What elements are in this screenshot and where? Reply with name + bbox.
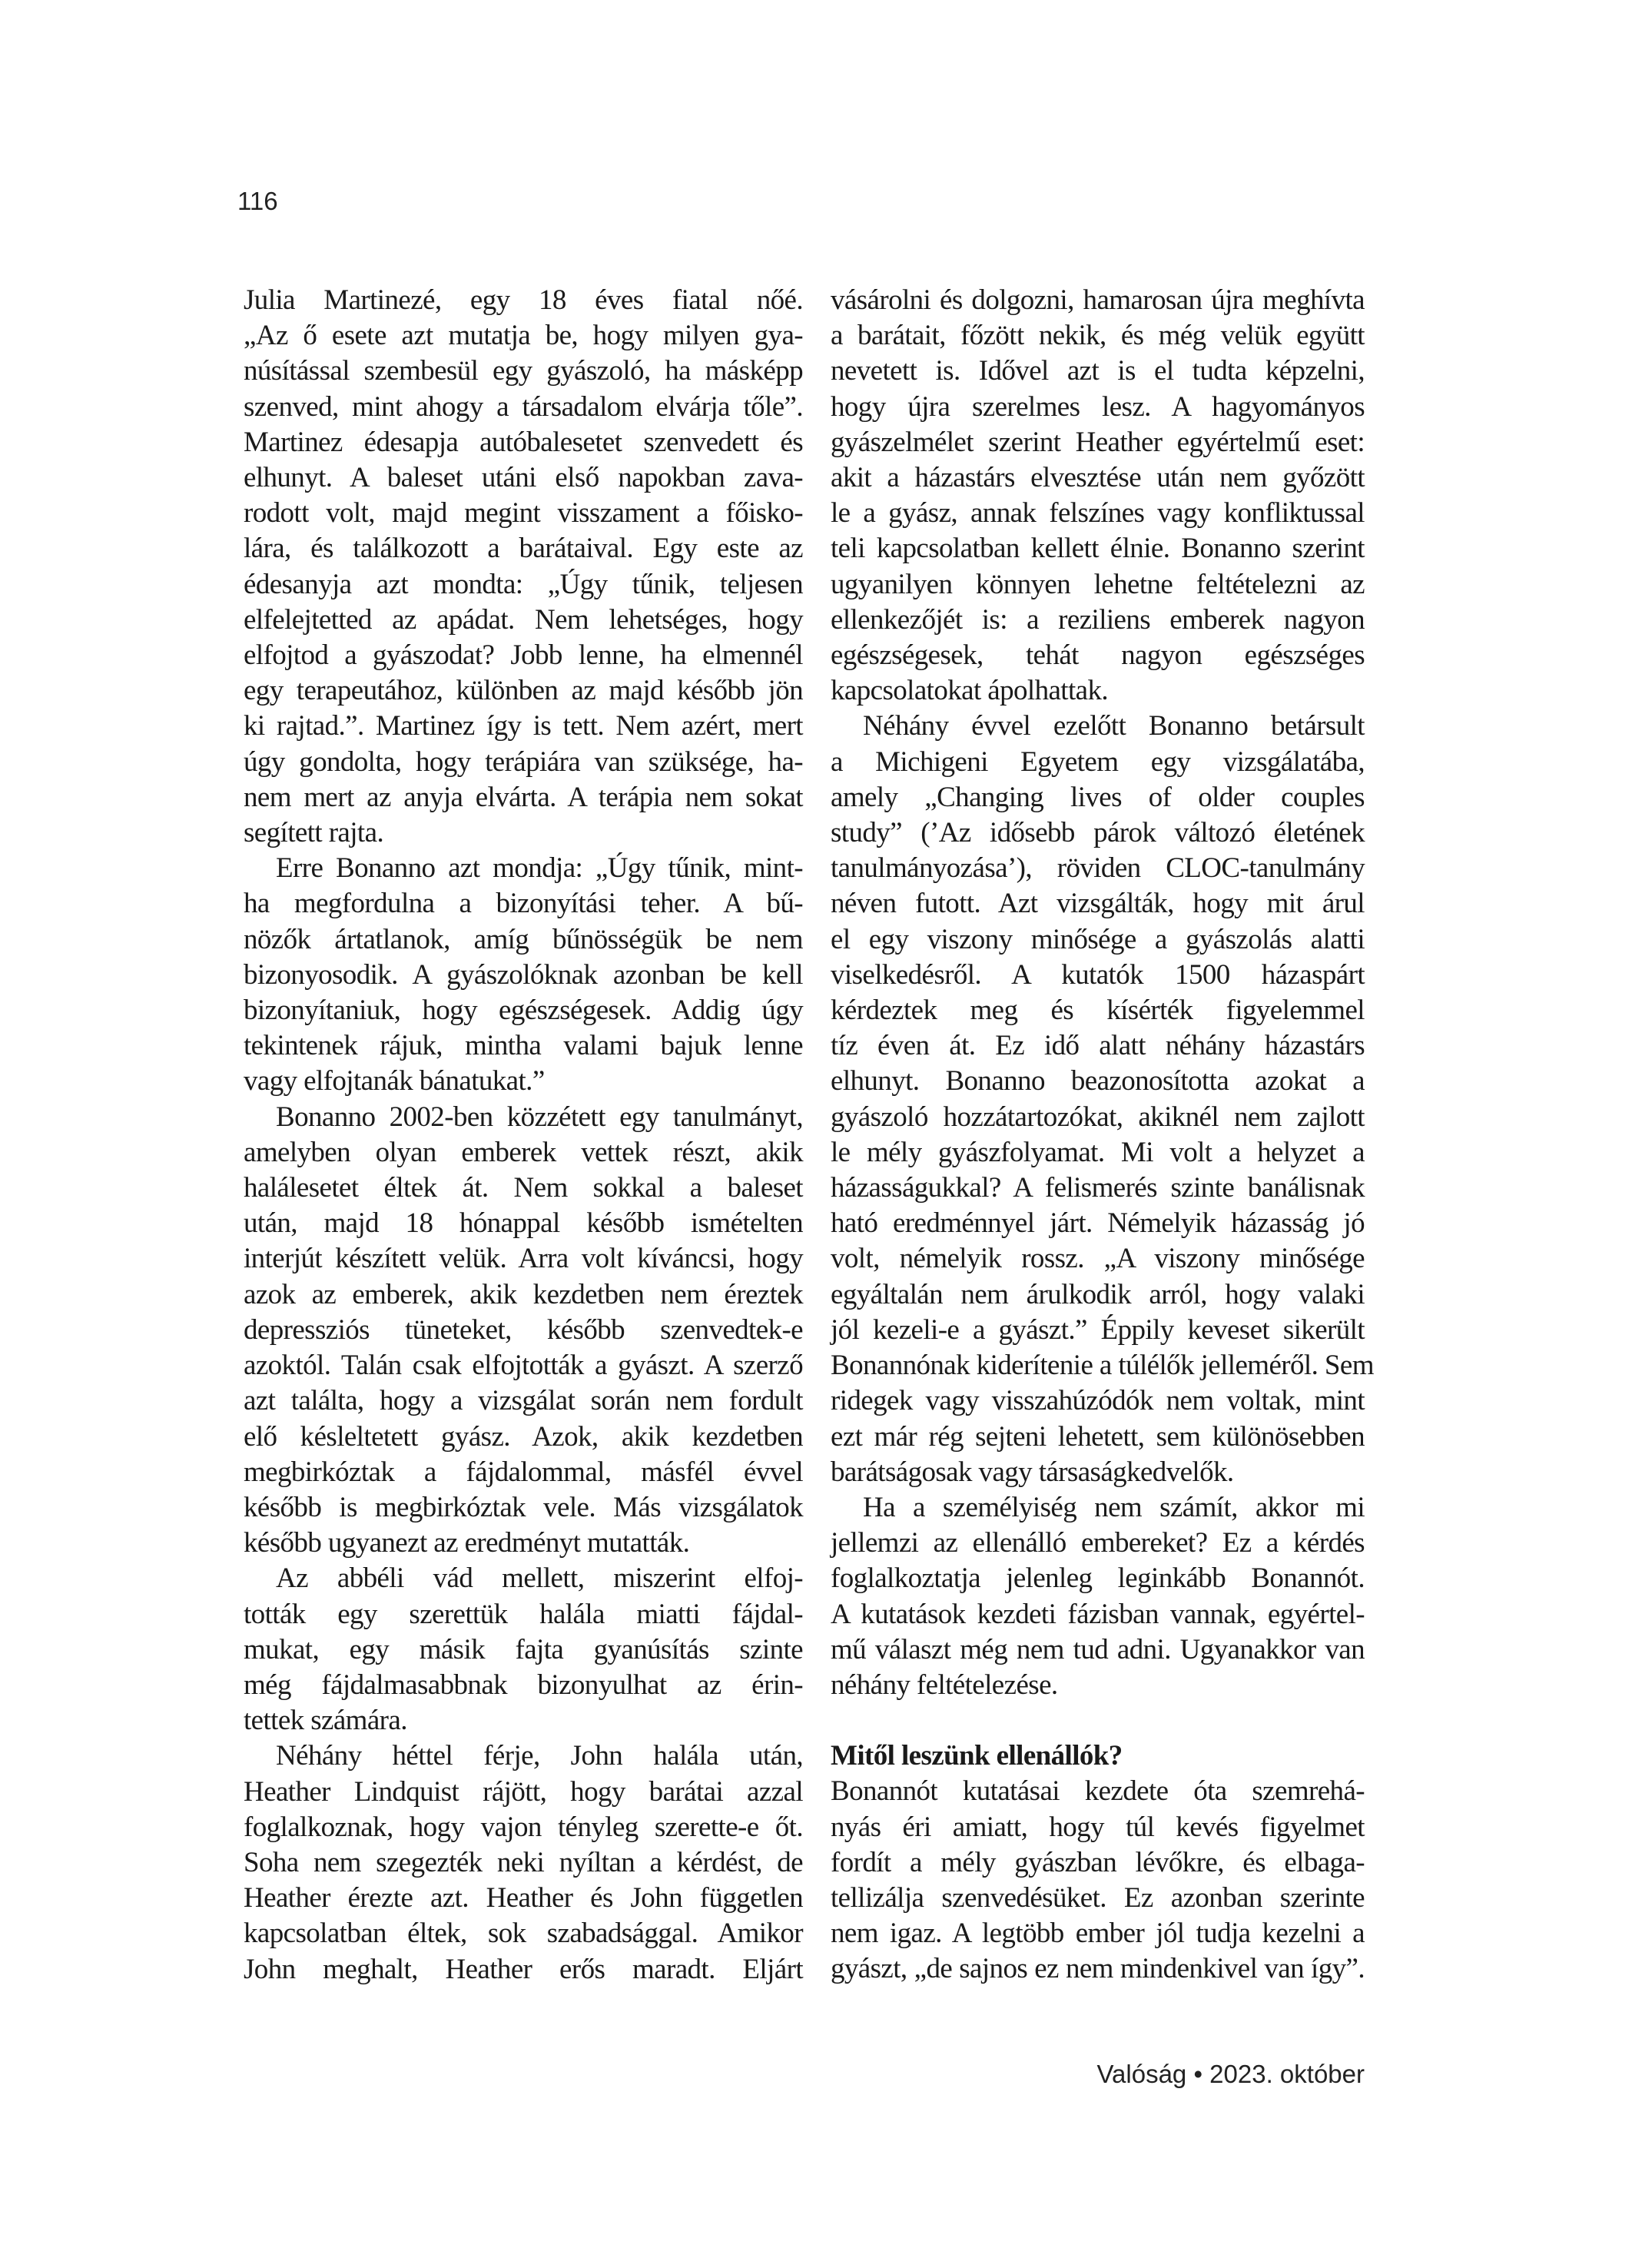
text-line: study” (’Az idősebb párok változó életének bbox=[831, 817, 1365, 849]
text-line: kapcsolatban éltek, sok szabadsággal. Amikor bbox=[244, 1918, 803, 1950]
text-line: Néhány héttel férje, John halála után, bbox=[276, 1740, 803, 1772]
text-line: rodott volt, majd megint visszament a főisko- bbox=[244, 497, 803, 530]
text-line: Martinez édesapja autóbalesetet szenvedett és bbox=[244, 426, 803, 458]
text-line: ha megfordulna a bizonyítási teher. A bű- bbox=[244, 888, 803, 920]
text-line: kérdeztek meg és kísérték figyelemmel bbox=[831, 995, 1365, 1027]
text-line: ridegek vagy visszahúzódók nem voltak, mint bbox=[831, 1385, 1365, 1417]
text-line: kapcsolatokat ápolhattak. bbox=[831, 675, 1109, 707]
text-line: ugyanilyen könnyen lehetne feltételezni az bbox=[831, 568, 1365, 600]
text-line: néhány feltételezése. bbox=[831, 1669, 1058, 1701]
text-line: gyászt, „de sajnos ez nem mindenkivel van így”. bbox=[831, 1953, 1365, 1985]
text-line: azoktól. Talán csak elfojtották a gyászt. A szerző bbox=[244, 1350, 803, 1382]
text-line: ellenkezőjét is: a reziliens emberek nagyon bbox=[831, 603, 1365, 636]
text-line: gyászelmélet szerint Heather egyértelmű eset: bbox=[831, 426, 1365, 458]
text-line: John meghalt, Heather erős maradt. Eljárt bbox=[244, 1953, 803, 1985]
text-line: nem mert az anyja elvárta. A terápia nem sokat bbox=[244, 781, 803, 813]
text-line: ható eredménnyel járt. Némelyik házasság jó bbox=[831, 1207, 1365, 1240]
right-column bbox=[831, 283, 1374, 1987]
text-line: amelyben olyan emberek vettek részt, akik bbox=[244, 1136, 803, 1168]
text-line: bizonyítaniuk, hogy egészségesek. Addig úgy bbox=[244, 995, 803, 1027]
text-line: később ugyanezt az eredményt mutatták. bbox=[244, 1527, 690, 1559]
text-line: mukat, egy másik fajta gyanúsítás szinte bbox=[244, 1633, 803, 1665]
text-line: nem igaz. A legtöbb ember jól tudja kezelni a bbox=[831, 1918, 1365, 1950]
text-line: megbirkóztak a fájdalommal, másfél évvel bbox=[244, 1456, 803, 1488]
text-line: Erre Bonanno azt mondja: „Úgy tűnik, mint- bbox=[276, 852, 803, 885]
text-line: tettek számára. bbox=[244, 1705, 407, 1737]
text-line: Soha nem szegezték neki nyíltan a kérdést, de bbox=[244, 1846, 803, 1878]
text-line: mű választ még nem tud adni. Ugyanakkor van bbox=[831, 1633, 1365, 1665]
text-line: Az abbéli vád mellett, miszerint elfoj- bbox=[276, 1562, 803, 1595]
text-line: ki rajtad.”. Martinez így is tett. Nem azért, mert bbox=[244, 710, 803, 742]
text-line: elfojtod a gyászodat? Jobb lenne, ha elmennél bbox=[244, 639, 803, 672]
text-line: volt, némelyik rossz. „A viszony minősége bbox=[831, 1243, 1365, 1275]
text-line: Bonannót kutatásai kezdete óta szemrehá- bbox=[831, 1775, 1365, 1808]
text-line: tekintenek rájuk, mintha valami bajuk lenne bbox=[244, 1030, 803, 1062]
section-heading: Mitől leszünk ellenállók? bbox=[831, 1740, 1123, 1772]
text-line: le mély gyászfolyamat. Mi volt a helyzet a bbox=[831, 1136, 1365, 1168]
text-line: fordít a mély gyászban lévőkre, és elbaga- bbox=[831, 1846, 1365, 1878]
text-line: akit a házastárs elvesztése után nem győzött bbox=[831, 462, 1365, 494]
text-line: azt találta, hogy a vizsgálat során nem fordult bbox=[244, 1385, 803, 1417]
text-line: ezt már rég sejteni lehetett, sem különösebben bbox=[831, 1420, 1365, 1453]
text-line: nevetett is. Idővel azt is el tudta képzelni, bbox=[831, 355, 1365, 387]
text-line: egyáltalán nem árulkodik arról, hogy valaki bbox=[831, 1278, 1365, 1310]
text-line: segített rajta. bbox=[244, 817, 384, 849]
text-line: foglalkoztatja jelenleg leginkább Bonannót. bbox=[831, 1562, 1365, 1595]
text-line: Heather Lindquist rájött, hogy barátai azzal bbox=[244, 1775, 803, 1808]
text-line: Bonanno 2002-ben közzétett egy tanulmányt, bbox=[276, 1101, 803, 1133]
text-line: elhunyt. A baleset utáni első napokban zava- bbox=[244, 462, 803, 494]
text-line: egészségesek, tehát nagyon egészséges bbox=[831, 639, 1365, 672]
text-line: a barátait, főzött nekik, és még velük együtt bbox=[831, 320, 1365, 352]
text-line: jellemzi az ellenálló embereket? Ez a kérdés bbox=[831, 1527, 1365, 1559]
text-line: halálesetet éltek át. Nem sokkal a baleset bbox=[244, 1172, 803, 1204]
text-line: vagy elfojtanák bánatukat.” bbox=[244, 1065, 545, 1097]
text-line: „Az ő esete azt mutatja be, hogy milyen gya- bbox=[244, 320, 803, 352]
text-line: Julia Martinezé, egy 18 éves fiatal nőé. bbox=[244, 284, 803, 316]
text-line: núsítással szembesül egy gyászoló, ha másképp bbox=[244, 355, 803, 387]
text-line: Heather érezte azt. Heather és John független bbox=[244, 1882, 803, 1914]
page-number: 116 bbox=[237, 187, 278, 215]
text-line: Ha a személyiség nem számít, akkor mi bbox=[863, 1491, 1365, 1523]
text-line: Bonannónak kiderítenie a túlélők jelleméről. Sem bbox=[831, 1350, 1374, 1382]
text-line: tanulmányozása’), röviden CLOC-tanulmány bbox=[831, 852, 1365, 885]
text-line: foglalkoznak, hogy vajon tényleg szerette-e őt. bbox=[244, 1811, 803, 1843]
text-line: barátságosak vagy társaságkedvelők. bbox=[831, 1456, 1234, 1488]
text-line: vásárolni és dolgozni, hamarosan újra meghívta bbox=[831, 284, 1365, 316]
text-line: néven futott. Azt vizsgálták, hogy mit árul bbox=[831, 888, 1365, 920]
text-line: tíz éven át. Ez idő alatt néhány házastárs bbox=[831, 1030, 1365, 1062]
text-line: tották egy szerettük halála miatti fájdal- bbox=[244, 1598, 803, 1630]
text-line: nözők ártatlanok, amíg bűnösségük be nem bbox=[244, 923, 803, 955]
text-line: viselkedésről. A kutatók 1500 házaspárt bbox=[831, 958, 1365, 991]
text-line: teli kapcsolatban kellett élnie. Bonanno szerint bbox=[831, 533, 1365, 565]
text-line: elő késleltetett gyász. Azok, akik kezdetben bbox=[244, 1420, 803, 1453]
text-line: szenved, mint ahogy a társadalom elvárja tőle”. bbox=[244, 390, 803, 423]
text-line: édesanyja azt mondta: „Úgy tűnik, teljesen bbox=[244, 568, 803, 600]
text-line: nyás éri amiatt, hogy túl kevés figyelmet bbox=[831, 1811, 1365, 1843]
text-line: A kutatások kezdeti fázisban vannak, egyértel- bbox=[831, 1598, 1365, 1630]
text-line: el egy viszony minősége a gyászolás alatti bbox=[831, 923, 1365, 955]
text-line: után, majd 18 hónappal később ismételten bbox=[244, 1207, 803, 1240]
text-line: később is megbirkóztak vele. Más vizsgálatok bbox=[244, 1491, 803, 1523]
text-line: elhunyt. Bonanno beazonosította azokat a bbox=[831, 1065, 1365, 1097]
text-line: elfelejtetted az apádat. Nem lehetséges, hogy bbox=[244, 603, 803, 636]
footer-publication: Valóság • 2023. október bbox=[1096, 2060, 1365, 2088]
text-line: jól kezeli-e a gyászt.” Éppily keveset sikerült bbox=[831, 1313, 1365, 1346]
text-line: még fájdalmasabbnak bizonyulhat az érin- bbox=[244, 1669, 803, 1701]
text-line: azok az emberek, akik kezdetben nem éreztek bbox=[244, 1278, 803, 1310]
text-line: a Michigeni Egyetem egy vizsgálatába, bbox=[831, 745, 1365, 778]
text-line: bizonyosodik. A gyászolóknak azonban be kell bbox=[244, 958, 803, 991]
text-line: házasságukkal? A felismerés szinte banálisnak bbox=[831, 1172, 1365, 1204]
text-line: depressziós tüneteket, később szenvedtek-e bbox=[244, 1313, 803, 1346]
text-line: hogy újra szerelmes lesz. A hagyományos bbox=[831, 390, 1365, 423]
text-line: gyászoló hozzátartozókat, akiknél nem zajlott bbox=[831, 1101, 1365, 1133]
text-line: interjút készített velük. Arra volt kíváncsi, hogy bbox=[244, 1243, 803, 1275]
text-line: úgy gondolta, hogy terápiára van szüksége, ha- bbox=[244, 745, 803, 778]
text-line: tellizálja szenvedésüket. Ez azonban szerinte bbox=[831, 1881, 1365, 1914]
text-line: Néhány évvel ezelőtt Bonanno betársult bbox=[863, 710, 1365, 742]
text-line: amely „Changing lives of older couples bbox=[831, 781, 1365, 813]
text-line: lára, és találkozott a barátaival. Egy este az bbox=[244, 533, 803, 565]
text-line: egy terapeutához, különben az majd később jön bbox=[244, 675, 803, 707]
left-column bbox=[244, 283, 803, 1987]
text-line: le a gyász, annak felszínes vagy konfliktussal bbox=[831, 497, 1365, 530]
